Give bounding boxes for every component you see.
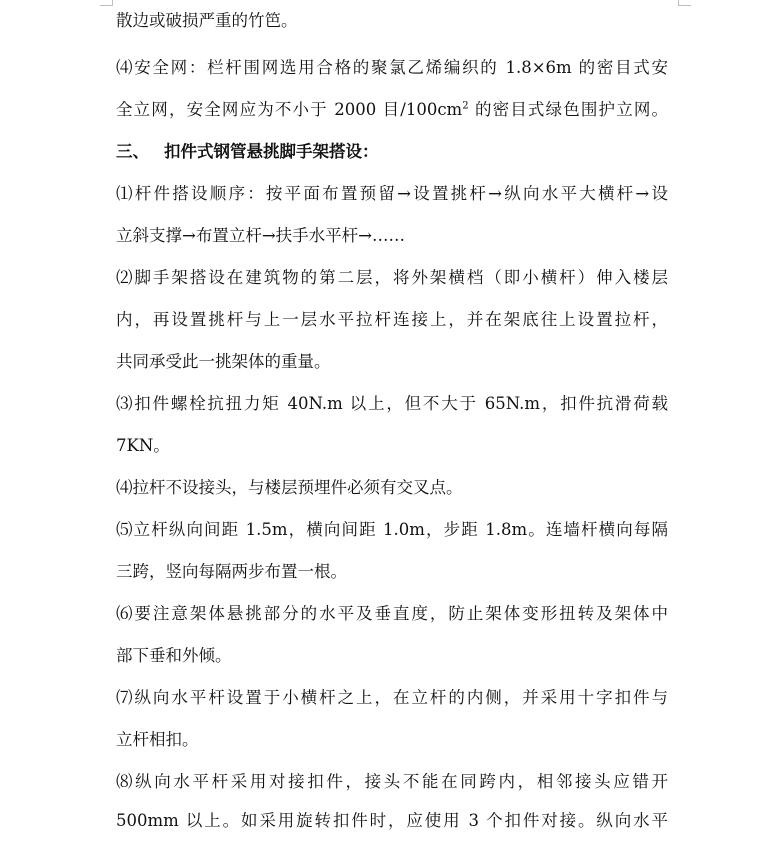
text-line: 内，再设置挑杆与上一层水平拉杆连接上，并在架底往上设置拉杆， bbox=[116, 310, 668, 329]
text-line: ⑸立杆纵向间距 1.5m，横向间距 1.0m，步距 1.8m。连墙杆横向每隔 bbox=[116, 520, 668, 539]
text-line: ⑷拉杆不设接头，与楼层预埋件必须有交叉点。 bbox=[116, 478, 463, 497]
text-line: ⑹要注意架体悬挑部分的水平及垂直度，防止架体变形扭转及架体中 bbox=[116, 604, 668, 623]
text-line-with-superscript bbox=[116, 89, 668, 131]
text-line: 500mm 以上。如采用旋转扣件时，应使用 3 个扣件对接。纵向水平 bbox=[116, 811, 668, 830]
section-heading bbox=[116, 131, 668, 173]
text-line: ⑴杆件搭设顺序：按平面布置预留→设置挑杆→纵向水平大横杆→设 bbox=[116, 184, 668, 203]
text-line: 三跨，竖向每隔两步布置一根。 bbox=[116, 562, 347, 581]
section-heading-text: 扣件式钢管悬挑脚手架搭设： bbox=[164, 142, 379, 161]
page-corner-mark-left bbox=[100, 0, 113, 6]
text-line: 共同承受此一挑架体的重量。 bbox=[116, 352, 331, 371]
text-line: ⑵脚手架搭设在建筑物的第二层，将外架横档（即小横杆）伸入楼层 bbox=[116, 268, 668, 287]
page-corner-mark-right bbox=[678, 0, 691, 6]
text-line: ⑶扣件螺栓抗扭力矩 40N.m 以上，但不大于 65N.m，扣件抗滑荷载 bbox=[116, 394, 668, 413]
text-line: 立杆相扣。 bbox=[116, 730, 199, 749]
text-segment: 全立网，安全网应为不小于 2000 目/100cm bbox=[116, 100, 463, 119]
text-line: 散边或破损严重的竹笆。 bbox=[116, 11, 298, 30]
text-line: 7KN。 bbox=[116, 436, 170, 455]
text-line: 部下垂和外倾。 bbox=[116, 646, 232, 665]
text-line: ⑷安全网：栏杆围网选用合格的聚氯乙烯编织的 1.8×6m 的密目式安 bbox=[116, 58, 668, 77]
text-line: ⑻纵向水平杆采用对接扣件，接头不能在同跨内，相邻接头应错开 bbox=[116, 772, 668, 791]
superscript: 2 bbox=[462, 100, 469, 112]
section-heading-number: 三、 bbox=[116, 142, 149, 161]
text-line: 立斜支撑→布置立杆→扶手水平杆→…… bbox=[116, 226, 405, 245]
text-line: ⑺纵向水平杆设置于小横杆之上，在立杆的内侧，并采用十字扣件与 bbox=[116, 688, 668, 707]
text-segment: 的密目式绿色围护立网。 bbox=[468, 100, 668, 119]
